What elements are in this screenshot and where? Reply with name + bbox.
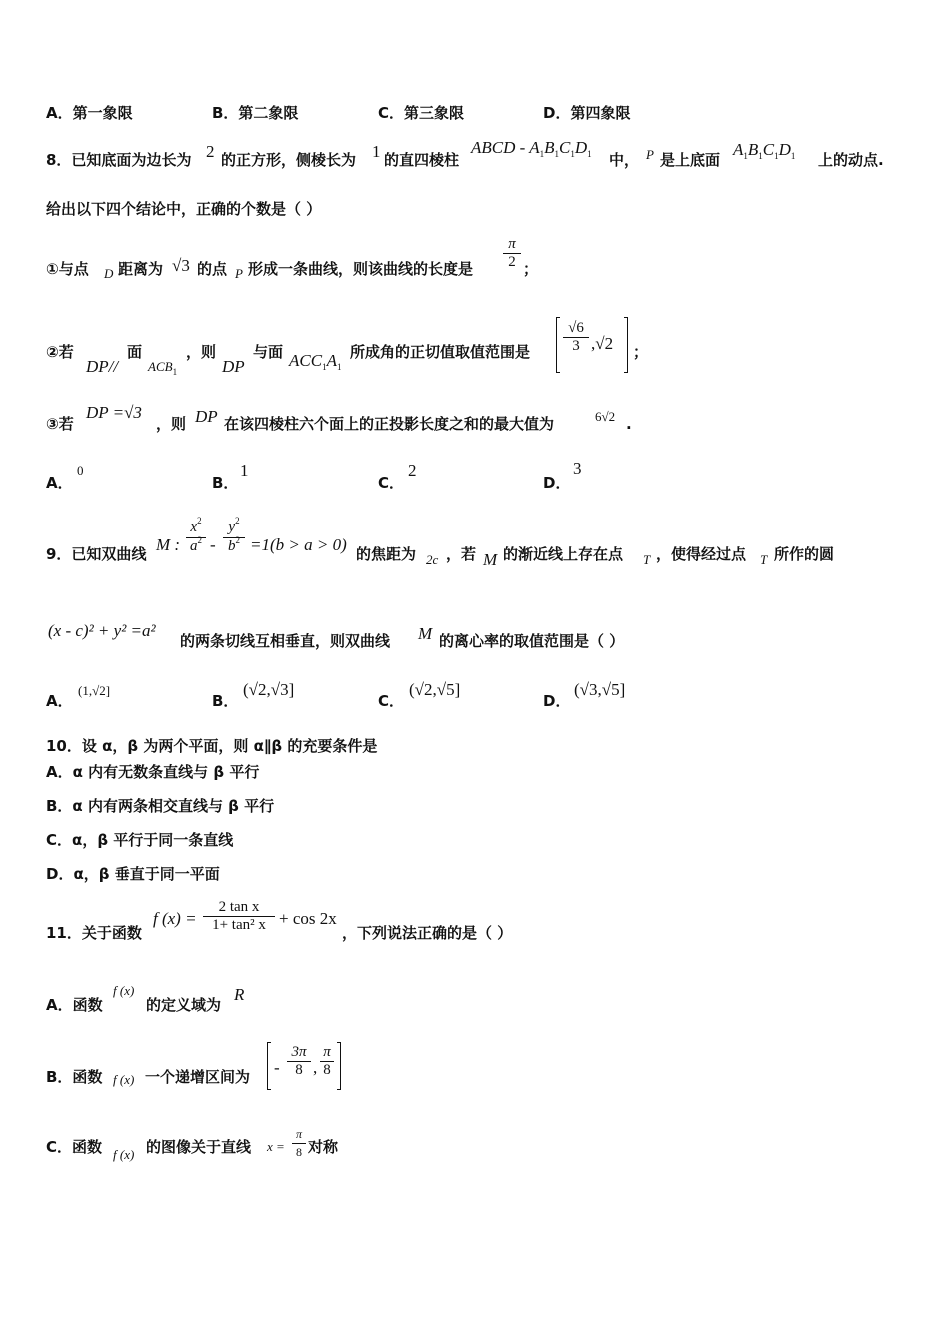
q8-sqrt3: √3 — [172, 256, 190, 275]
q10-option-a: A．α 内有无数条直线与 β 平行 — [46, 763, 260, 781]
q8-statement-1: 距离为 — [118, 260, 164, 278]
q8-dp-equals: DP =√3 — [86, 403, 142, 422]
q8-option-b: B． — [212, 474, 239, 492]
q9-equation-rest: =1(b > a > 0) — [250, 535, 347, 554]
option-d: D．第四象限 — [543, 104, 631, 122]
q8-statement-1: ①与点 — [46, 260, 89, 278]
q9-stem-part: ，使得经过点 — [656, 545, 747, 563]
q10-option-c: C．α，β 平行于同一条直线 — [46, 831, 234, 849]
q11-stem-part: ，下列说法正确的是（ ） — [342, 924, 513, 942]
q8-statement-2: 与面 — [253, 343, 284, 361]
q9-point-t: T — [760, 552, 768, 567]
q11-option-a: 的定义域为 — [146, 996, 222, 1014]
q9-circle-equation: (x - c)² + y² =a² — [48, 621, 156, 640]
q8-prompt: 给出以下四个结论中，正确的个数是（ ） — [46, 200, 322, 218]
q11-function: f (x) = — [153, 909, 197, 928]
q11-option-b: 一个递增区间为 — [145, 1068, 251, 1086]
q8-statement-3: 在该四棱柱六个面上的正投影长度之和的最大值为 — [224, 415, 555, 433]
q9-option-d-value: (√3,√5] — [574, 680, 626, 699]
q9-option-a: A． — [46, 692, 73, 710]
q8-stem-part: 上的动点. — [818, 151, 884, 169]
q9-option-b-value: (√2,√3] — [243, 680, 295, 699]
q11-option-c: 的图像关于直线 — [146, 1138, 252, 1156]
option-c: C．第三象限 — [378, 104, 465, 122]
q11-stem-part: 11．关于函数 — [46, 924, 142, 942]
q9-focal-length: 2c — [426, 552, 439, 567]
q8-dp: DP — [222, 357, 245, 376]
q8-point-p: P — [235, 266, 243, 281]
q8-stem-part: 是上底面 — [660, 151, 721, 169]
q8-dp-parallel: DP// — [86, 357, 119, 376]
q8-statement-1: 形成一条曲线，则该曲线的长度是 — [248, 260, 474, 278]
q8-option-c: C． — [378, 474, 405, 492]
q8-side-length: 2 — [206, 142, 215, 161]
q9-option-a-value: (1,√2] — [78, 683, 111, 698]
q8-statement-3: ③若 — [46, 415, 74, 433]
q9-curve-name: M : — [156, 535, 181, 554]
q8-top-face: $A_1B_1C_1D_1$ — [733, 140, 796, 161]
q9-stem-part: 的离心率的取值范围是（ ） — [439, 632, 625, 650]
q9-point-t: T — [643, 552, 651, 567]
q9-stem-part: 的焦距为 — [356, 545, 417, 563]
q8-plane-acb1: $ACB_1$ — [148, 359, 178, 377]
q8-statement-2: 面 — [127, 343, 143, 361]
q11-option-c: 对称 — [308, 1138, 339, 1156]
q9-stem-part: 9．已知双曲线 — [46, 545, 147, 563]
option-b: B．第二象限 — [212, 104, 299, 122]
q8-statement-1: ； — [523, 260, 539, 278]
q11-option-a: A．函数 — [46, 996, 103, 1014]
q8-option-a-value: 0 — [77, 463, 84, 478]
q11-interval-comma: , — [313, 1058, 318, 1077]
q9-option-b: B． — [212, 692, 239, 710]
q8-option-a: A． — [46, 474, 73, 492]
q8-pi-over-2: π 2 — [503, 236, 521, 271]
q11-option-c-fx: f (x) — [113, 1147, 135, 1162]
q11-option-c-fraction: π 8 — [292, 1126, 306, 1161]
q9-curve-name: M — [418, 624, 433, 643]
q8-sqrt6-over-3: √6 3 — [563, 320, 589, 355]
q11-option-a-domain: R — [234, 985, 245, 1004]
q10-option-d: D．α，β 垂直于同一平面 — [46, 865, 220, 883]
q11-cos-term: + cos 2x — [279, 909, 337, 928]
q8-plane-acc1a1: $ACC_1A_1$ — [289, 351, 342, 372]
q8-statement-2: ②若 — [46, 343, 74, 361]
q11-option-c: C．函数 — [46, 1138, 103, 1156]
q8-stem-part: 8．已知底面为边长为 — [46, 151, 192, 169]
q11-interval-minus: - — [274, 1058, 280, 1077]
right-bracket — [624, 317, 628, 373]
q8-statement-2: 所成角的正切值取值范围是 — [350, 343, 531, 361]
right-bracket — [337, 1042, 341, 1090]
q9-option-c: C． — [378, 692, 405, 710]
q9-curve-name: M — [483, 550, 498, 569]
left-bracket — [556, 317, 560, 373]
q8-stem-part: 的直四棱柱 — [384, 151, 460, 169]
left-bracket — [267, 1042, 271, 1090]
q11-option-a-fx: f (x) — [113, 983, 135, 998]
q9-x2-over-a2: $x^2$ $a^2$ — [186, 519, 206, 556]
q8-sqrt2: ,√2 — [591, 334, 614, 353]
q8-edge-length: 1 — [372, 142, 381, 161]
q11-option-b-fx: f (x) — [113, 1072, 135, 1087]
q10-option-b: B．α 内有两条相交直线与 β 平行 — [46, 797, 275, 815]
q8-point-d: D — [104, 266, 114, 281]
q9-minus: - — [210, 535, 216, 554]
q8-option-d-value: 3 — [573, 459, 582, 478]
q8-statement-2: ； — [633, 343, 649, 361]
q8-statement-3: ，则 — [156, 415, 187, 433]
q11-fraction: 2 tan x 1+ tan² x — [203, 899, 275, 934]
q8-statement-1: 的点 — [197, 260, 228, 278]
q9-option-c-value: (√2,√5] — [409, 680, 461, 699]
q8-option-b-value: 1 — [240, 461, 249, 480]
q8-stem-part: 的正方形，侧棱长为 — [221, 151, 357, 169]
q9-stem-part: ，若 — [446, 545, 477, 563]
q8-dp: DP — [195, 407, 218, 426]
q8-max-value: 6√2 — [595, 409, 616, 424]
q9-stem-part: 的渐近线上存在点 — [503, 545, 624, 563]
q8-prism-name: ABCD - $A_1B_1C_1D_1$ — [471, 138, 592, 159]
q11-option-c-x: x = — [267, 1139, 285, 1154]
q8-option-c-value: 2 — [408, 461, 417, 480]
q11-interval-right: π 8 — [320, 1044, 334, 1079]
q9-option-d: D． — [543, 692, 571, 710]
q11-option-b: B．函数 — [46, 1068, 103, 1086]
q8-statement-3: . — [626, 415, 632, 433]
q11-interval-left: 3π 8 — [287, 1044, 311, 1079]
q10-stem: 10．设 α，β 为两个平面，则 α∥β 的充要条件是 — [46, 737, 378, 755]
q8-point-p: P — [646, 147, 654, 162]
q8-option-d: D． — [543, 474, 571, 492]
q9-y2-over-b2: $y^2$ $b^2$ — [223, 519, 245, 556]
q8-stem-part: 中， — [609, 151, 640, 169]
option-a: A．第一象限 — [46, 104, 133, 122]
q9-stem-part: 所作的圆 — [774, 545, 835, 563]
q8-statement-2: ，则 — [186, 343, 217, 361]
q9-stem-part: 的两条切线互相垂直，则双曲线 — [180, 632, 391, 650]
